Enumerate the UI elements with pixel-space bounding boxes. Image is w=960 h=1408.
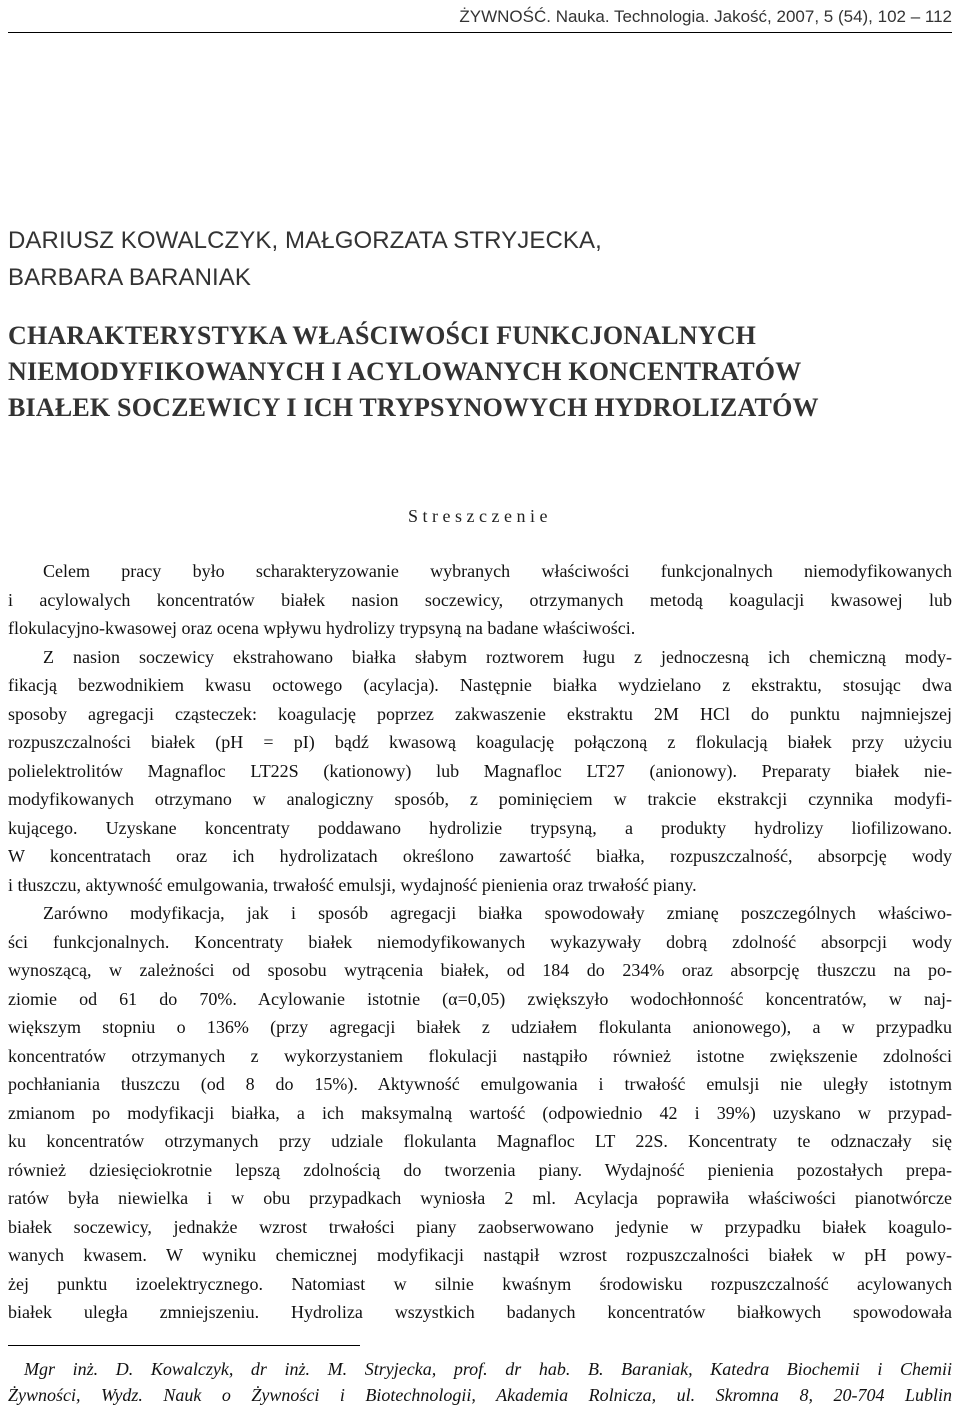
abstract-heading: Streszczenie: [408, 506, 552, 526]
title-line: CHARAKTERYSTYKA WŁAŚCIWOŚCI FUNKCJONALNYCH: [8, 321, 757, 350]
abstract-body: [8, 557, 952, 1327]
abstract-line: fikacją bezwodnikiem kwasu octowego (acylacja). Następnie białka wydzielano z ekstraktu, stosując dwa: [8, 675, 952, 695]
abstract-line: zmianom po modyfikacji białka, a ich maksymalną wartość (odpowiednio 42 i 39%) uzyskano w przypad-: [8, 1102, 952, 1123]
title-line: NIEMODYFIKOWANYCH I ACYLOWANYCH KONCENTRATÓW: [8, 357, 802, 386]
abstract-line: i tłuszczu, aktywność emulgowania, trwałość emulsji, wydajność pienienia oraz trwałość piany.: [8, 874, 697, 895]
abstract-line: wanych kwasem. W wyniku chemicznej modyfikacji nastąpił wzrost rozpuszczalności białek w pH powy-: [8, 1245, 952, 1265]
article-title: [8, 318, 952, 426]
abstract-line: koncentratów otrzymanych z wykorzystaniem flokulacji nastąpiło również istotne zwiększenie zdolności: [8, 1045, 952, 1066]
abstract-line: sposoby agregacji cząsteczek: koagulację poprzez zakwaszenie ekstraktu 2M HCl do punktu najmniejszej: [8, 703, 952, 724]
abstract-line: flokulacyjno-kwasowej oraz ocena wpływu hydrolizy trypsyną na badane właściwości.: [8, 618, 636, 638]
abstract-line: W koncentratach oraz ich hydrolizatach określono zawartość białka, rozpuszczalność, absorpcję wody: [8, 846, 952, 866]
abstract-line: kującego. Uzyskane koncentraty poddawano hydrolizie trypsyną, a produkty hydrolizy liofilizowano.: [8, 817, 952, 838]
author-line: BARBARA BARANIAK: [8, 264, 252, 291]
author-line: DARIUSZ KOWALCZYK, MAŁGORZATA STRYJECKA,: [8, 227, 602, 254]
abstract-line: wynoszącą, w zależności od sposobu wytrącenia białek, od 184 do 234% oraz absorpcję tłuszczu na po-: [8, 960, 952, 980]
running-head: ŻYWNOŚĆ. Nauka. Technologia. Jakość, 2007, 5 (54), 102 – 112: [8, 6, 952, 33]
abstract-line: Zarówno modyfikacja, jak i sposób agregacji białka spowodowały zmianę poszczególnych właściwo-: [43, 903, 952, 923]
abstract-line: większym stopniu o 136% (przy agregacji białek z udziałem flokulanta anionowego), a w przypadku: [8, 1017, 952, 1037]
abstract-line: i acylowalych koncentratów białek nasion soczewicy, otrzymanych metodą koagulacji kwasowej lub: [8, 589, 952, 610]
abstract-line: pochłaniania tłuszczu (od 8 do 15%). Aktywność emulgowania i trwałość emulsji nie uległy istotnym: [8, 1074, 952, 1094]
abstract-line: Z nasion soczewicy ekstrahowano białka słabym roztworem ługu z jednoczesną ich chemiczną mody-: [43, 646, 952, 667]
abstract-line: modyfikowanych otrzymano w analogiczny sposób, z pominięciem w trakcie ekstrakcji czynnika modyfi-: [8, 789, 952, 809]
abstract-line: polielektrolitów Magnafloc LT22S (kationowy) lub Magnafloc LT27 (anionowy). Preparaty białek nie-: [8, 760, 952, 781]
footnote-line: Mgr inż. D. Kowalczyk, dr inż. M. Stryjecka, prof. dr hab. B. Baraniak, Katedra Biochemii i Chemii: [24, 1359, 952, 1379]
abstract-line: ziomie od 61 do 70%. Acylowanie istotnie (α=0,05) zwiększyło wodochłonność koncentratów, w naj-: [8, 988, 952, 1009]
footnote-line: Żywności, Wydz. Nauk o Żywności i Biotechnologii, Akademia Rolnicza, ul. Skromna 8, 20-704 Lublin: [8, 1385, 952, 1405]
footnote-divider: [8, 1345, 360, 1346]
author-list: [8, 222, 952, 296]
abstract-line: białek soczewicy, jednakże wzrost trwałości piany zaobserwowano jedynie w przypadku białek koagulo-: [8, 1216, 952, 1237]
abstract-line: ku koncentratów otrzymanych przy udziale flokulanta Magnafloc LT 22S. Koncentraty te odznaczały się: [8, 1131, 952, 1151]
abstract-line: rozpuszczalności białek (pH = pI) bądź kwasową koagulację połączoną z flokulacją białek przy użyciu: [8, 732, 952, 752]
title-line: BIAŁEK SOCZEWICY I ICH TRYPSYNOWYCH HYDROLIZATÓW: [8, 393, 819, 422]
abstract-line: ści funkcjonalnych. Koncentraty białek niemodyfikowanych wykazywały dobrą zdolność absorpcji wody: [8, 931, 952, 952]
abstract-line: żej punktu izoelektrycznego. Natomiast w silnie kwaśnym środowisku rozpuszczalność acylowanych: [8, 1273, 952, 1294]
author-affiliation-footnote: [8, 1356, 952, 1408]
abstract-line: ratów była niewielka i w obu przypadkach wyniosła 2 ml. Acylacja poprawiła właściwości pianotwórcze: [8, 1188, 952, 1208]
abstract-line: Celem pracy było scharakteryzowanie wybranych właściwości funkcjonalnych niemodyfikowanych: [43, 561, 952, 581]
abstract-line: również dziesięciokrotnie lepszą zdolnością do tworzenia piany. Wydajność pienienia pozostałych prepa-: [8, 1159, 952, 1180]
abstract-line: białek uległa zmniejszeniu. Hydroliza wszystkich badanych koncentratów białkowych spowodowała: [8, 1302, 952, 1322]
